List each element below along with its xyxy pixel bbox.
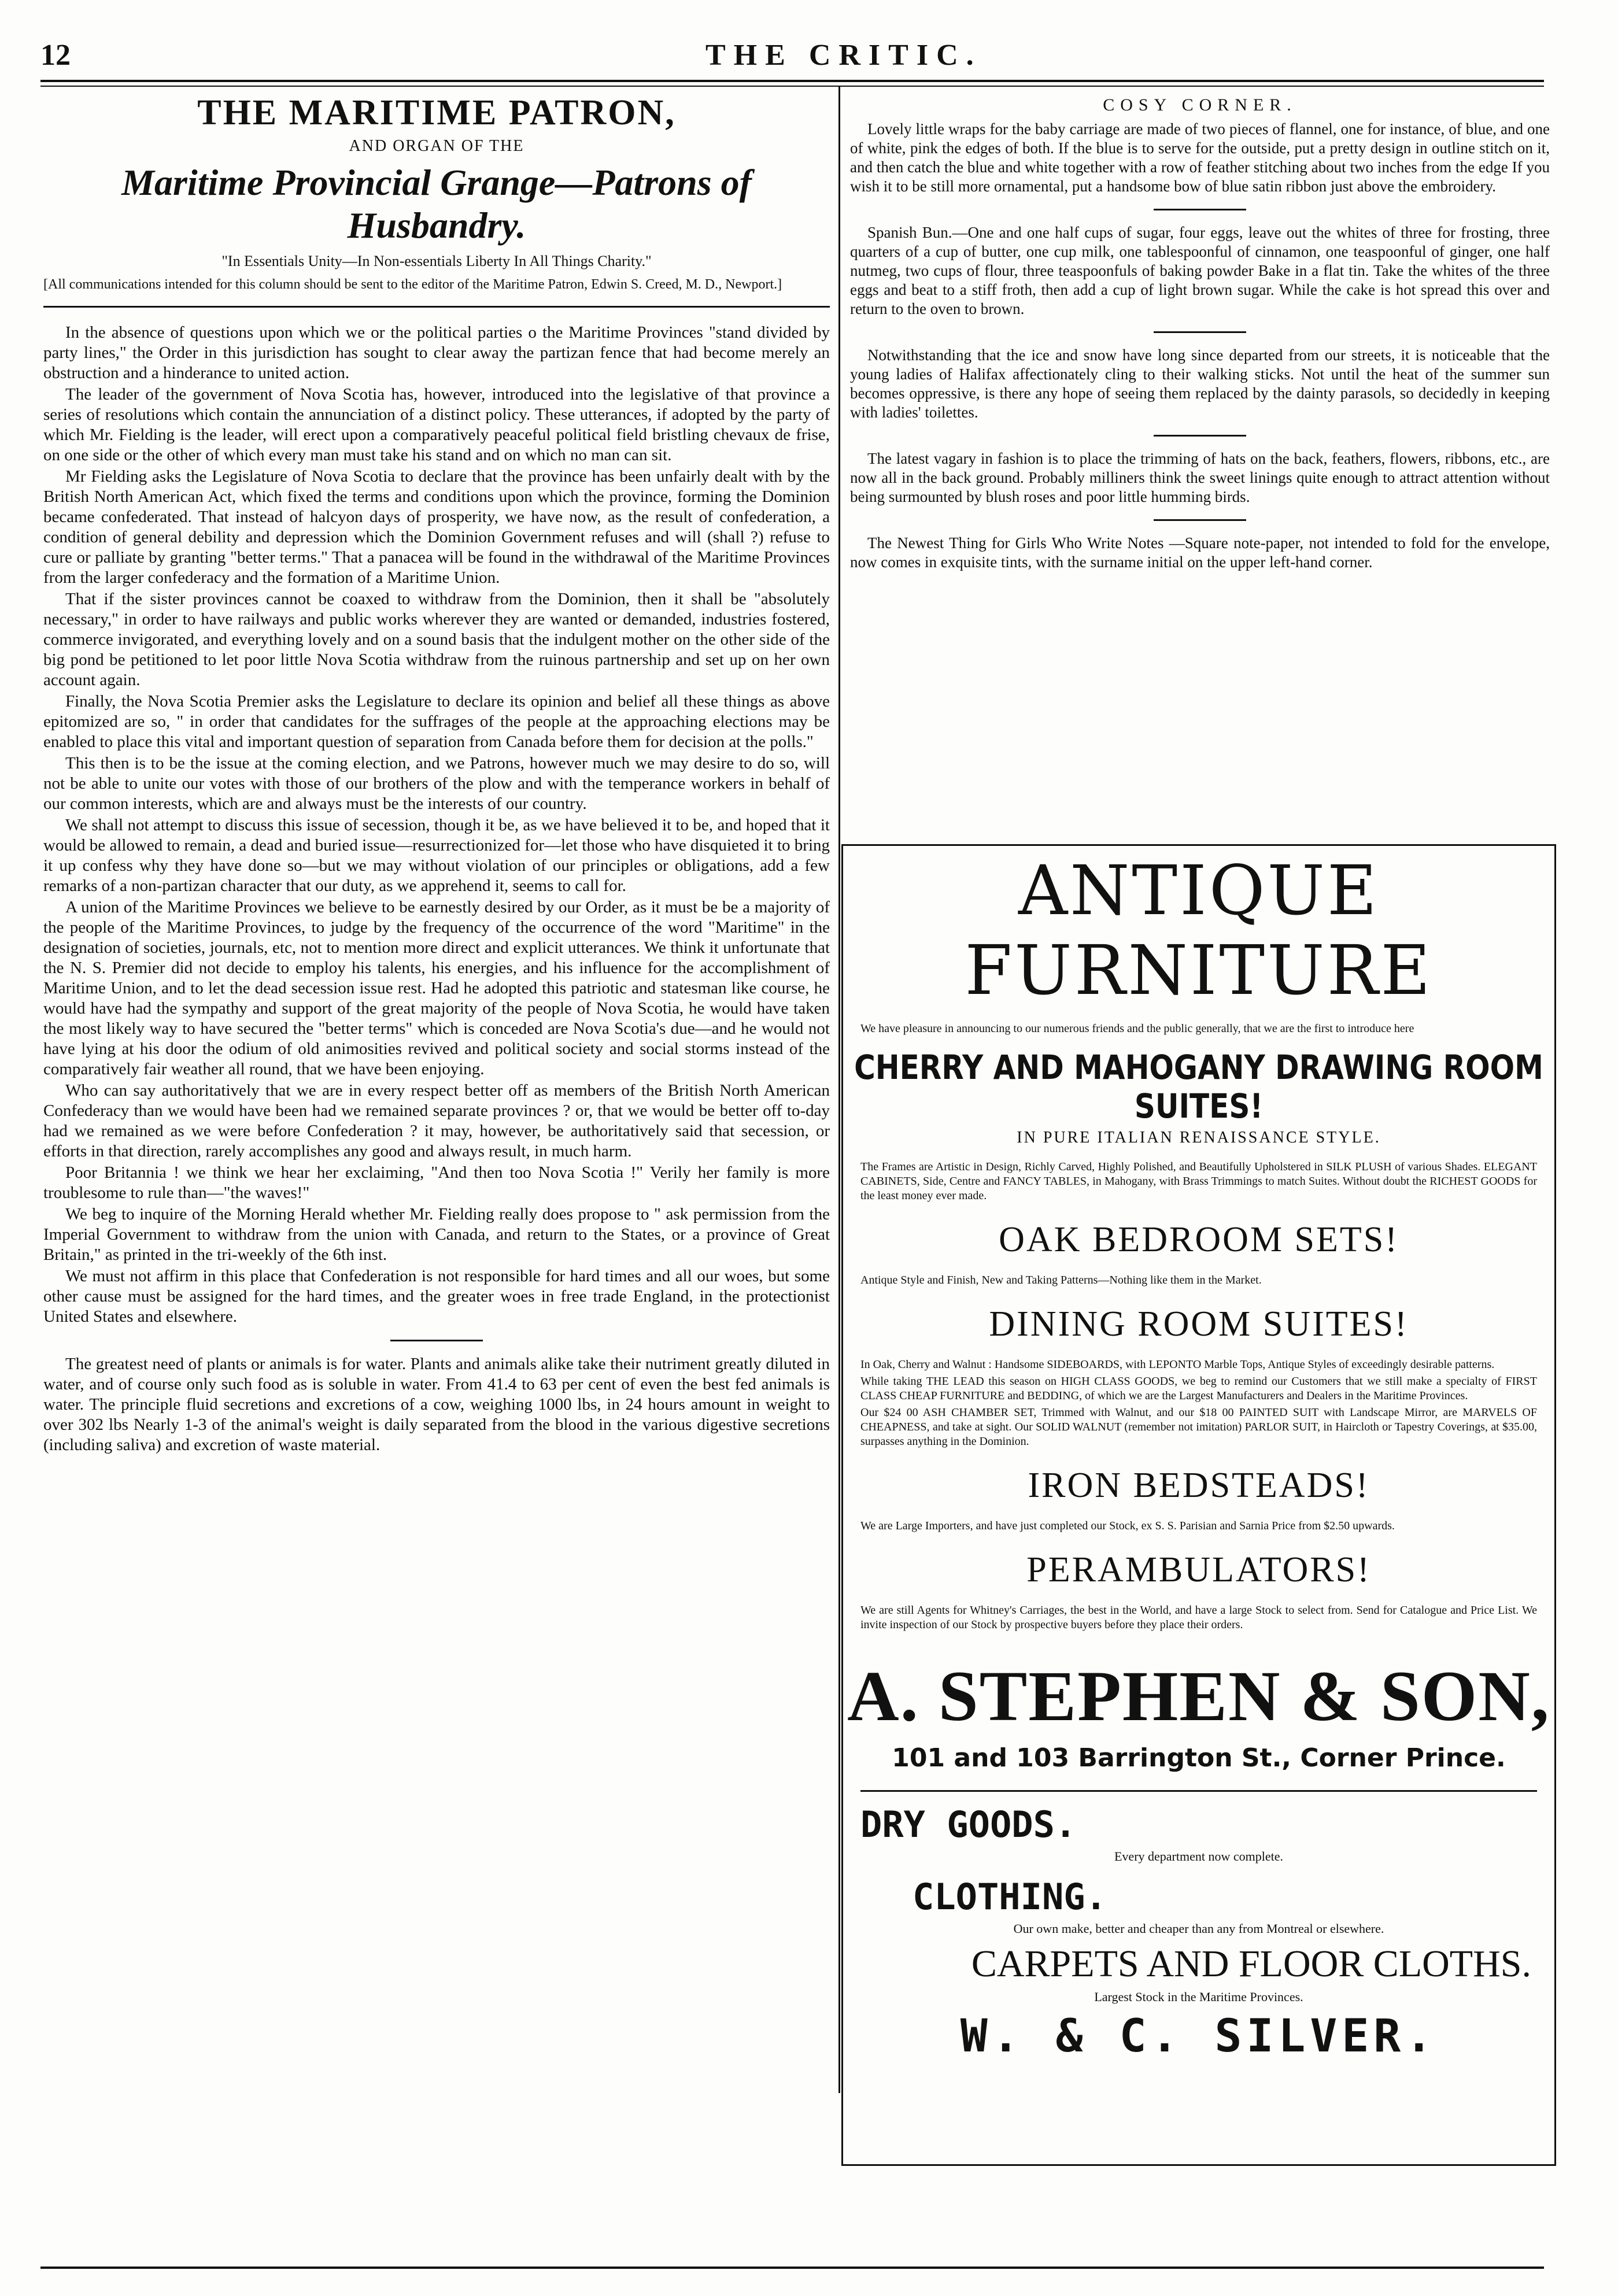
article-paragraph: In the absence of questions upon which we or the political parties o the Maritime Provinces "stand divided by party lines," the Order in this jurisdiction has sought to clear away the partizan fence that had become merely an obstruction and a hinderance to united action.: [43, 323, 830, 382]
carpets-sub: Largest Stock in the Maritime Provinces.: [1094, 1990, 1303, 2004]
oak-bedroom-heading: OAK BEDROOM SETS!: [999, 1220, 1399, 1259]
article-paragraph: Who can say authoritatively that we are in every respect better off as members of the British North American Confederacy than we would have been had we remained separate provinces ? or, that we would be better off to-day had we remained as we were before Confederation ? it may, however, be authoritatively said that secession, or efforts in that direction, rarely accomplishes any good and always result, in much harm.: [43, 1081, 830, 1160]
dining-room-heading: DINING ROOM SUITES!: [989, 1304, 1409, 1344]
cosy-paragraph: The latest vagary in fashion is to place the trimming of hats on the back, feathers, flowers, ribbons, etc., are now all in the back ground. Probably milliners think the sweet linings quite enough to attract attention without being surmounted by blush roses and poor little humming birds.: [850, 450, 1550, 505]
ash-chamber-text: Our $24 00 ASH CHAMBER SET, Trimmed with Walnut, and our $18 00 PAINTED SUIT with Landscape Mirror, are MARVELS OF CHEAPNESS, and take at sight. Our SOLID WALNUT (remember not imitation) PARLOR SUIT, in Haircloth or Tapestry Coverings, at $35.00, surpasses anything in the Dominion.: [860, 1406, 1537, 1448]
clothing-heading: CLOTHING.: [913, 1876, 1107, 1918]
section-separator: [1154, 519, 1246, 521]
article-paragraph: This then is to be the issue at the coming election, and we Patrons, however much we may desire to do so, will not be able to unite our votes with those of our brothers of the plow and with the temperance workers in behalf of our common interests, which are and always must be the interests of our country.: [43, 754, 830, 813]
carpets-heading: CARPETS AND FLOOR CLOTHS.: [971, 1943, 1531, 1985]
article-paragraph: The leader of the government of Nova Scotia has, however, introduced into the legislative of that province a series of resolutions which contain the annunciation of a distinct policy. These utterances, if adopted by the party of which Mr. Fielding is the leader, will erect upon a comparatively peaceful political field bristling chevaux de frise, on one side or the other of which every man must take his stand and on which no man can sit.: [43, 385, 830, 464]
perambulators-text: We are still Agents for Whitney's Carriages, the best in the World, and have a large Stock to select from. Send for Catalogue and Price List. We invite inspection of our Stock by prospective buyers before they place their orders.: [860, 1604, 1537, 1631]
dining-text: In Oak, Cherry and Walnut : Handsome SIDEBOARDS, with LEPONTO Marble Tops, Antique Styles of exceedingly desirable patterns.: [860, 1358, 1495, 1371]
ad-intro: We have pleasure in announcing to our numerous friends and the public generally, that we are the first to introduce here: [860, 1022, 1414, 1035]
masthead-rule: [40, 80, 1544, 82]
article-paragraph: A union of the Maritime Provinces we believe to be earnestly desired by our Order, as it must be be a majority of the people of the Maritime Provinces, to judge by the frequency of the occurrence of the word "Maritime" in the designation of societies, journals, etc, not to mention more direct and explicit utterances. We think it unfortunate that the N. S. Premier did not decide to employ his talents, his energies, and his influence for the accomplishment of Maritime Union, and to let the dead secession issue rest. Had he adopted this patriotic and statesman like course, he would have had the sympathy and support of the great majority of the people of Nova Scotia, he would have taken the most likely way to have secured the "better terms" which is conceded are Nova Scotia's due—and he would not have lying at his door the odium of old animosities revived and political society and social storms instead of the comparatively fair weather all round, that we have been enjoying.: [43, 898, 830, 1078]
masthead-rule-thin: [40, 86, 1544, 87]
cosy-paragraph: Notwithstanding that the ice and snow have long since departed from our streets, it is noticeable that the young ladies of Halifax affectionately cling to their walking sticks. Not until the heat of the summer sun becomes oppressive, is there any hope of seeing them replaced by the dainty parasols, so decidedly in keeping with ladies' toilettes.: [850, 346, 1550, 421]
antique-furniture-heading: ANTIQUE FURNITURE: [965, 851, 1433, 1010]
organ-subtitle: AND ORGAN OF THE: [349, 137, 524, 155]
article-paragraph: We must not affirm in this place that Confederation is not responsible for hard times and all our woes, but some other cause must be assigned for the hard times, and the greater woes in free trade England, in the protectionist United States and elsewhere.: [43, 1267, 830, 1326]
editor-note: [All communications intended for this column should be sent to the editor of the Maritime Patron, Edwin S. Creed, M. D., Newport.]: [43, 277, 782, 292]
barrington-address: 101 and 103 Barrington St., Corner Prince.: [892, 1743, 1506, 1773]
section-separator: [1154, 209, 1246, 210]
section-rule: [43, 306, 830, 308]
article-paragraph: Mr Fielding asks the Legislature of Nova Scotia to declare that the province has been unfairly dealt with by the British North American Act, which fixed the terms and conditions upon which the province, forming the Dominion became confederated. That instead of halcyon days of prosperity, we have now, as the result of confederation, a condition of general debility and depression which the Dominion Government refuses and will (shall ?) refuse to cure or palliate by granting "better terms." That a panacea will be found in the withdrawal of the Maritime Provinces from the larger confederacy and the formation of a Maritime Union.: [43, 467, 830, 587]
page-number: 12: [40, 39, 71, 72]
motto: "In Essentials Unity—In Non-essentials Liberty In All Things Charity.": [221, 253, 652, 269]
iron-text: We are Large Importers, and have just completed our Stock, ex S. S. Parisian and Sarnia Price from $2.50 upwards.: [860, 1519, 1395, 1532]
cherry-mahogany-heading: CHERRY AND MAHOGANY DRAWING ROOM SUITES!: [854, 1048, 1543, 1126]
cosy-paragraph: Lovely little wraps for the baby carriage are made of two pieces of flannel, one for instance, of blue, and one of white, pink the edges of both. If the blue is to serve for the outside, put a pretty design in outline stitch on it, and then catch the blue and white together with a row of feather stitching about two inches from the edge If you wish it to be still more ornamental, put a handsome bow of blue satin ribbon just above the embroidery.: [850, 120, 1550, 195]
section-separator: [1154, 435, 1246, 437]
masthead: [40, 35, 1538, 75]
maritime-patron-title: THE MARITIME PATRON,: [197, 93, 676, 132]
section-separator: [390, 1340, 483, 1341]
iron-bedsteads-heading: IRON BEDSTEADS!: [1028, 1466, 1370, 1505]
article-paragraph: Poor Britannia ! we think we hear her exclaiming, "And then too Nova Scotia !" Verily her family is more troublesome to rule than—"the waves!": [43, 1163, 830, 1202]
paper-name: THE CRITIC.: [705, 39, 982, 72]
article-paragraph: That if the sister provinces cannot be coaxed to withdraw from the Dominion, then it shall be "absolutely necessary," in order to have railways and public works wherever they are wanted or demanded, industries fostered, commerce invigorated, and everything lovely and on a sound basis that the indulgent mother on the other side of the big pond be petitioned to let poor little Nova Scotia withdraw from the ruinous partnership and set up on her own account again.: [43, 590, 830, 689]
article-paragraph: Finally, the Nova Scotia Premier asks the Legislature to declare its opinion and belief all these things as above epitomized are so, " in order that candidates for the suffrages of the people at the approaching elections may be enabled to place this vital and important question of separation from Canada before them for decision at the polls.": [43, 692, 830, 751]
article-paragraph: We shall not attempt to discuss this issue of secession, though it be, as we have believed it to be, and hoped that it would be allowed to remain, a dead and buried issue—resurrectionized for—let those who have disquieted it to bring it up confess why they have done so—but we may without violation of our principles or obligations, add a few remarks of a non-partizan character that our duty, as we apprehend it, seems to call for.: [43, 816, 830, 895]
ad-rule: [860, 1790, 1537, 1792]
silver-heading: W. & C. SILVER.: [960, 2010, 1438, 2062]
perambulators-heading: PERAMBULATORS!: [1026, 1550, 1371, 1589]
cosy-paragraph: Spanish Bun.—One and one half cups of sugar, four eggs, leave out the whites of three for frosting, three quarters of a cup of butter, one cup milk, one tablespoonful of cinnamon, one teaspoonful of ginger, one half nutmeg, two cups of flour, three teaspoonfuls of baking powder Bake in a flat tin. Take the whites of the three eggs and beat to a stiff froth, then add a cup of light brown sugar. While the cake is hot spread this over and return to the oven to brown.: [850, 224, 1550, 317]
frames-text: The Frames are Artistic in Design, Richly Carved, Highly Polished, and Beautifully Upholstered in SILK PLUSH of various Shades. ELEGANT CABINETS, Side, Centre and FANCY TABLES, in Mahogany, with Brass Trimmings to match Suites. Without doubt the RICHEST GOODS for the least money ever made.: [860, 1160, 1537, 1202]
left-column: [43, 93, 830, 1455]
article-paragraph: We beg to inquire of the Morning Herald whether Mr. Fielding really does propose to " ask permission from the Imperial Government to withdraw from the union with Canada, and return to the States, or a province of Great Britain," as printed in the tri-weekly of the 6th inst.: [43, 1205, 830, 1264]
dry-goods-sub: Every department now complete.: [1114, 1849, 1283, 1864]
stephen-son-heading: A. STEPHEN & SON,: [847, 1657, 1550, 1736]
section-separator: [1154, 331, 1246, 333]
italian-style-line: IN PURE ITALIAN RENAISSANCE STYLE.: [1017, 1129, 1381, 1147]
oak-text: Antique Style and Finish, New and Taking Patterns—Nothing like them in the Market.: [860, 1274, 1262, 1286]
water-paragraph: The greatest need of plants or animals is for water. Plants and animals alike take their nutriment greatly diluted in water, and of course only such food as is soluble in water. From 41.4 to 63 per cent of even the best fed animals is water. The principle fluid secretions and excretions of a cow, weighing 1000 lbs, in 24 hours amount in weight to over 302 lbs Nearly 1-3 of the animal's weight is daily separated from the blood in the various digestive secretions (including saliva) and excretion of waste material.: [43, 1355, 830, 1454]
right-column: [850, 95, 1550, 579]
clothing-sub: Our own make, better and cheaper than any from Montreal or elsewhere.: [1013, 1921, 1384, 1936]
grange-heading: Maritime Provincial Grange—Patrons of Husbandry.: [121, 162, 752, 246]
cosy-corner-title: COSY CORNER.: [1103, 95, 1297, 114]
bottom-rule: [40, 2267, 1544, 2269]
cosy-paragraph: The Newest Thing for Girls Who Write Notes —Square note-paper, not intended to fold for the envelope, now comes in exquisite tints, with the surname initial on the upper left-hand corner.: [850, 534, 1550, 571]
dry-goods-heading: DRY GOODS.: [860, 1803, 1077, 1846]
high-class-text: While taking THE LEAD this season on HIGH CLASS GOODS, we beg to remind our Customers that we still make a specialty of FIRST CLASS CHEAP FURNITURE and BEDDING, of which we are the Largest Manufacturers and Dealers in the Maritime Provinces.: [860, 1375, 1537, 1402]
furniture-advertisement: [841, 844, 1556, 2166]
column-divider: [838, 87, 840, 2093]
